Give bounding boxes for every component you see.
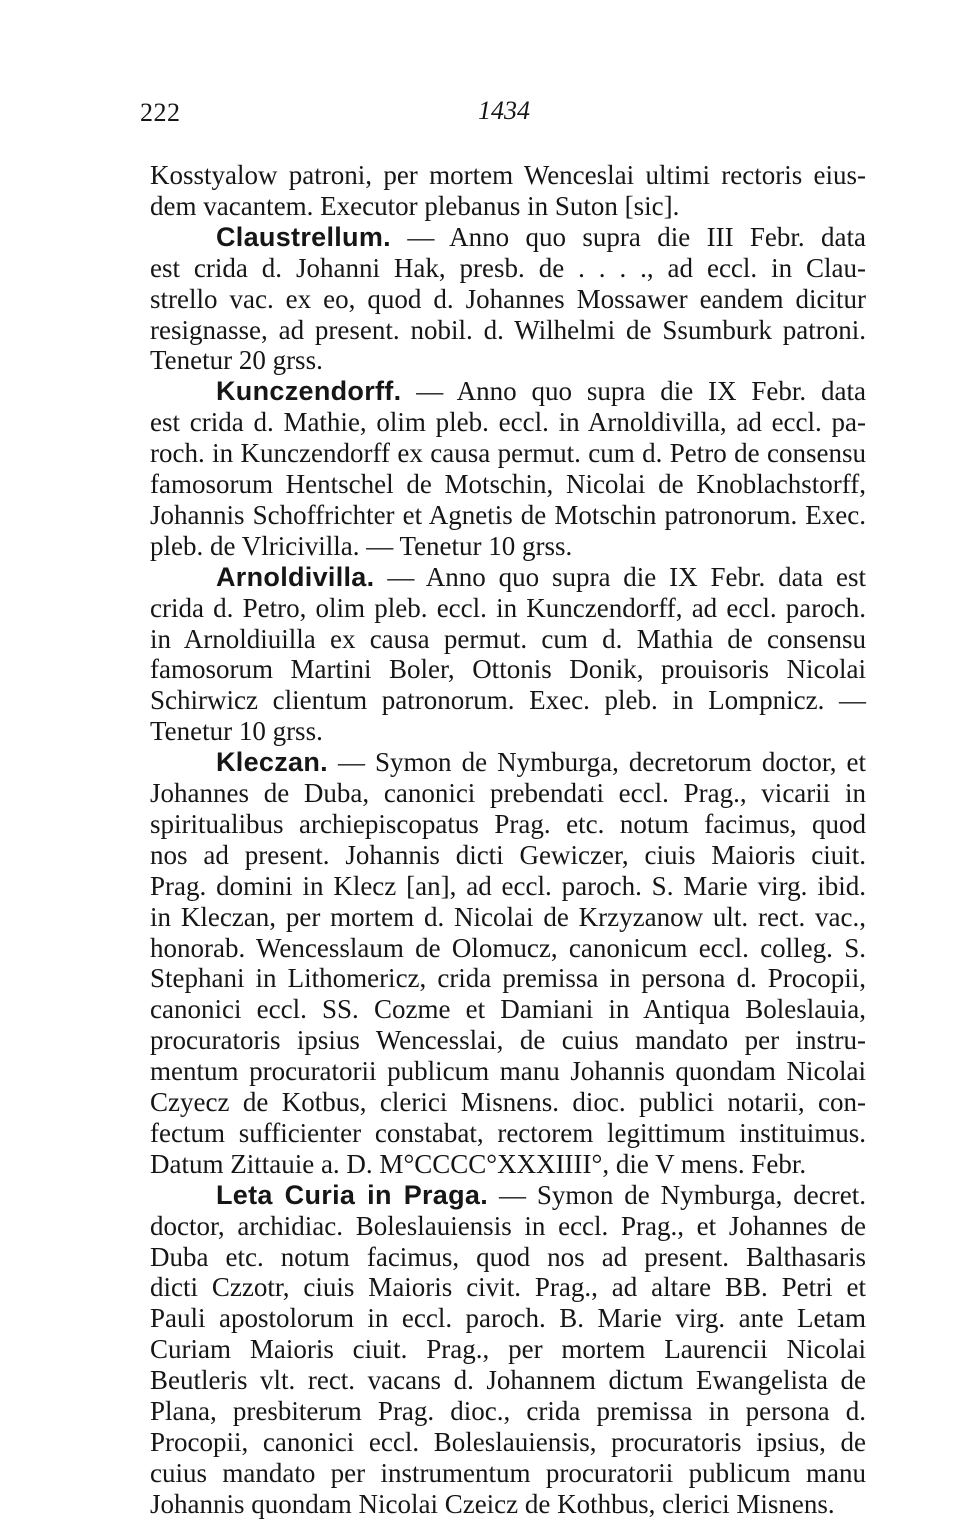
- line-text: spiritualibus archiepiscopatus Prag. etc. notum facimus, quod: [150, 808, 866, 839]
- text-line: [150, 776, 866, 810]
- line-text: Prag. domini in Klecz [an], ad eccl. paroch. S. Marie virg. ibid.: [150, 870, 866, 901]
- line-text: in Arnoldiuilla ex causa permut. cum d. Mathia de consensu: [150, 623, 866, 654]
- line-text: famosorum Hentschel de Motschin, Nicolai de Knoblachstorff,: [150, 469, 866, 499]
- line-text: dicti Czzotr, ciuis Maioris civit. Prag., ad altare BB. Petri et: [150, 1272, 866, 1303]
- line-text: Johannis quondam Nicolai Czeicz de Kothbus, clerici Misnens.: [150, 1488, 835, 1519]
- text-line: [150, 1085, 866, 1119]
- entry-heading-line: [216, 1178, 866, 1212]
- entry-place-name: Arnoldivilla.: [216, 561, 375, 592]
- line-text: Tenetur 10 grss.: [150, 716, 323, 747]
- line-text: Procopii, canonici eccl. Boleslauiensis, procuratoris ipsius, de: [150, 1426, 866, 1457]
- line-text: Datum Zittauie a. D. M°CCCC°XXXIIII°, die V mens. Febr.: [150, 1148, 807, 1179]
- line-text: resignasse, ad present. nobil. d. Wilhelmi de Ssumburk patroni.: [150, 314, 866, 345]
- line-text: procuratoris ipsius Wencesslai, de cuius mandato per instru-: [150, 1025, 866, 1056]
- text-line: [150, 436, 866, 470]
- line-text: crida d. Petro, olim pleb. eccl. in Kunczendorff, ad eccl. paroch.: [150, 592, 866, 623]
- text-line: [150, 931, 866, 965]
- line-text: Pauli apostolorum in eccl. paroch. B. Marie virg. ante Letam: [150, 1303, 866, 1334]
- line-text: honorab. Wencesslaum de Olomucz, canonicum eccl. colleg. S.: [150, 932, 866, 963]
- line-text: Kosstyalow patroni, per mortem Wenceslai ultimi rectoris eius-: [150, 160, 866, 190]
- entry-heading-line: [216, 745, 866, 779]
- text-line: [150, 1456, 866, 1490]
- text-line: [150, 1240, 866, 1274]
- entry-place-name: Claustrellum.: [216, 221, 391, 252]
- text-line: [150, 1054, 866, 1088]
- line-text: Tenetur 20 grss.: [150, 345, 323, 376]
- text-line: [150, 683, 866, 717]
- line-text: canonici eccl. SS. Cozme et Damiani in Antiqua Boleslauia,: [150, 994, 866, 1025]
- line-text: — Symon de Nymburga, decret.: [488, 1179, 867, 1210]
- line-text: Beutleris vlt. rect. vacans d. Johannem dictum Ewangelista de: [150, 1365, 866, 1396]
- line-text: famosorum Martini Boler, Ottonis Donik, prouisoris Nicolai: [150, 654, 866, 685]
- text-line: [150, 1363, 866, 1397]
- text-line: [150, 714, 866, 748]
- text-line: [150, 467, 866, 501]
- text-line: [150, 1425, 866, 1459]
- text-line: [150, 622, 866, 656]
- text-line: [150, 992, 866, 1026]
- line-text: Stephani in Lithomericz, crida premissa in persona d. Procopii,: [150, 963, 866, 994]
- text-line: [150, 498, 866, 532]
- line-text: est crida d. Johanni Hak, presb. de . . . ., ad eccl. in Clau-: [150, 252, 866, 283]
- line-text: Johannes de Duba, canonici prebendati eccl. Prag., vicarii in: [150, 778, 866, 808]
- page-number: 222: [140, 98, 181, 127]
- entry-place-name: Kleczan.: [216, 747, 328, 778]
- line-text: Plana, presbiterum Prag. dioc., crida premissa in persona d.: [150, 1396, 866, 1426]
- text-line: [150, 405, 866, 439]
- line-text: mentum procuratorii publicum manu Johannis quondam Nicolai: [150, 1056, 866, 1087]
- text-line: [150, 1023, 866, 1057]
- text-line: [150, 529, 866, 563]
- entry-place-name: Kunczendorff.: [216, 376, 402, 407]
- line-text: Johannis Schoffrichter et Agnetis de Motschin patronorum. Exec.: [150, 499, 866, 530]
- line-text: nos ad present. Johannis dicti Gewiczer, ciuis Maioris ciuit.: [150, 839, 866, 870]
- line-text: roch. in Kunczendorff ex causa permut. cum d. Petro de consensu: [150, 438, 866, 469]
- text-line: [150, 1301, 866, 1335]
- text-line: [150, 1332, 866, 1366]
- line-text: Czyecz de Kotbus, clerici Misnens. dioc. publici notarii, con-: [150, 1087, 866, 1117]
- text-line: [150, 189, 866, 223]
- text-line: [150, 1270, 866, 1304]
- line-text: doctor, archidiac. Boleslauiensis in eccl. Prag., et Johannes de: [150, 1210, 866, 1241]
- text-line: [150, 1116, 866, 1150]
- text-line: [150, 251, 866, 285]
- text-line: [150, 1147, 866, 1181]
- text-line: [150, 652, 866, 686]
- line-text: — Symon de Nymburga, decretorum doctor, et: [327, 747, 866, 778]
- line-text: pleb. de Vlricivilla. — Tenetur 10 grss.: [150, 530, 573, 561]
- line-text: Schirwicz clientum patronorum. Exec. pleb. in Lompnicz. —: [150, 685, 866, 716]
- line-text: cuius mandato per instrumentum procuratorii publicum manu: [150, 1457, 866, 1488]
- entry-heading-line: [216, 560, 866, 594]
- text-line: [150, 961, 866, 995]
- entry-heading-line: [216, 374, 866, 408]
- text-line: [150, 807, 866, 841]
- line-text: fectum sufficienter constabat, rectorem legittimum instituimus.: [150, 1117, 866, 1148]
- line-text: est crida d. Mathie, olim pleb. eccl. in Arnoldivilla, ad eccl. pa-: [150, 407, 866, 438]
- running-head-year: 1434: [478, 96, 530, 125]
- line-text: — Anno quo supra die IX Febr. data est: [374, 561, 866, 592]
- text-line: [150, 591, 866, 625]
- line-text: Curiam Maioris ciuit. Prag., per mortem Laurencii Nicolai: [150, 1334, 866, 1365]
- line-text: dem vacantem. Executor plebanus in Suton [sic].: [150, 190, 680, 221]
- line-text: in Kleczan, per mortem d. Nicolai de Krzyzanow ult. rect. vac.,: [150, 901, 866, 932]
- text-line: [150, 838, 866, 872]
- line-text: Duba etc. notum facimus, quod nos ad present. Balthasaris: [150, 1241, 866, 1272]
- text-line: [150, 282, 866, 316]
- text-line: [150, 869, 866, 903]
- line-text: — Anno quo supra die III Febr. data: [390, 221, 866, 252]
- entry-heading-line: [216, 220, 866, 254]
- text-line: [150, 343, 866, 377]
- line-text: — Anno quo supra die IX Febr. data: [401, 376, 866, 407]
- text-line: [150, 900, 866, 934]
- text-line: [150, 313, 866, 347]
- text-line: [150, 1394, 866, 1428]
- text-line: [150, 158, 866, 192]
- entry-place-name: Leta Curia in Praga.: [216, 1179, 489, 1210]
- text-line: [150, 1209, 866, 1243]
- line-text: strello vac. ex eo, quod d. Johannes Mossawer eandem dicitur: [150, 283, 866, 314]
